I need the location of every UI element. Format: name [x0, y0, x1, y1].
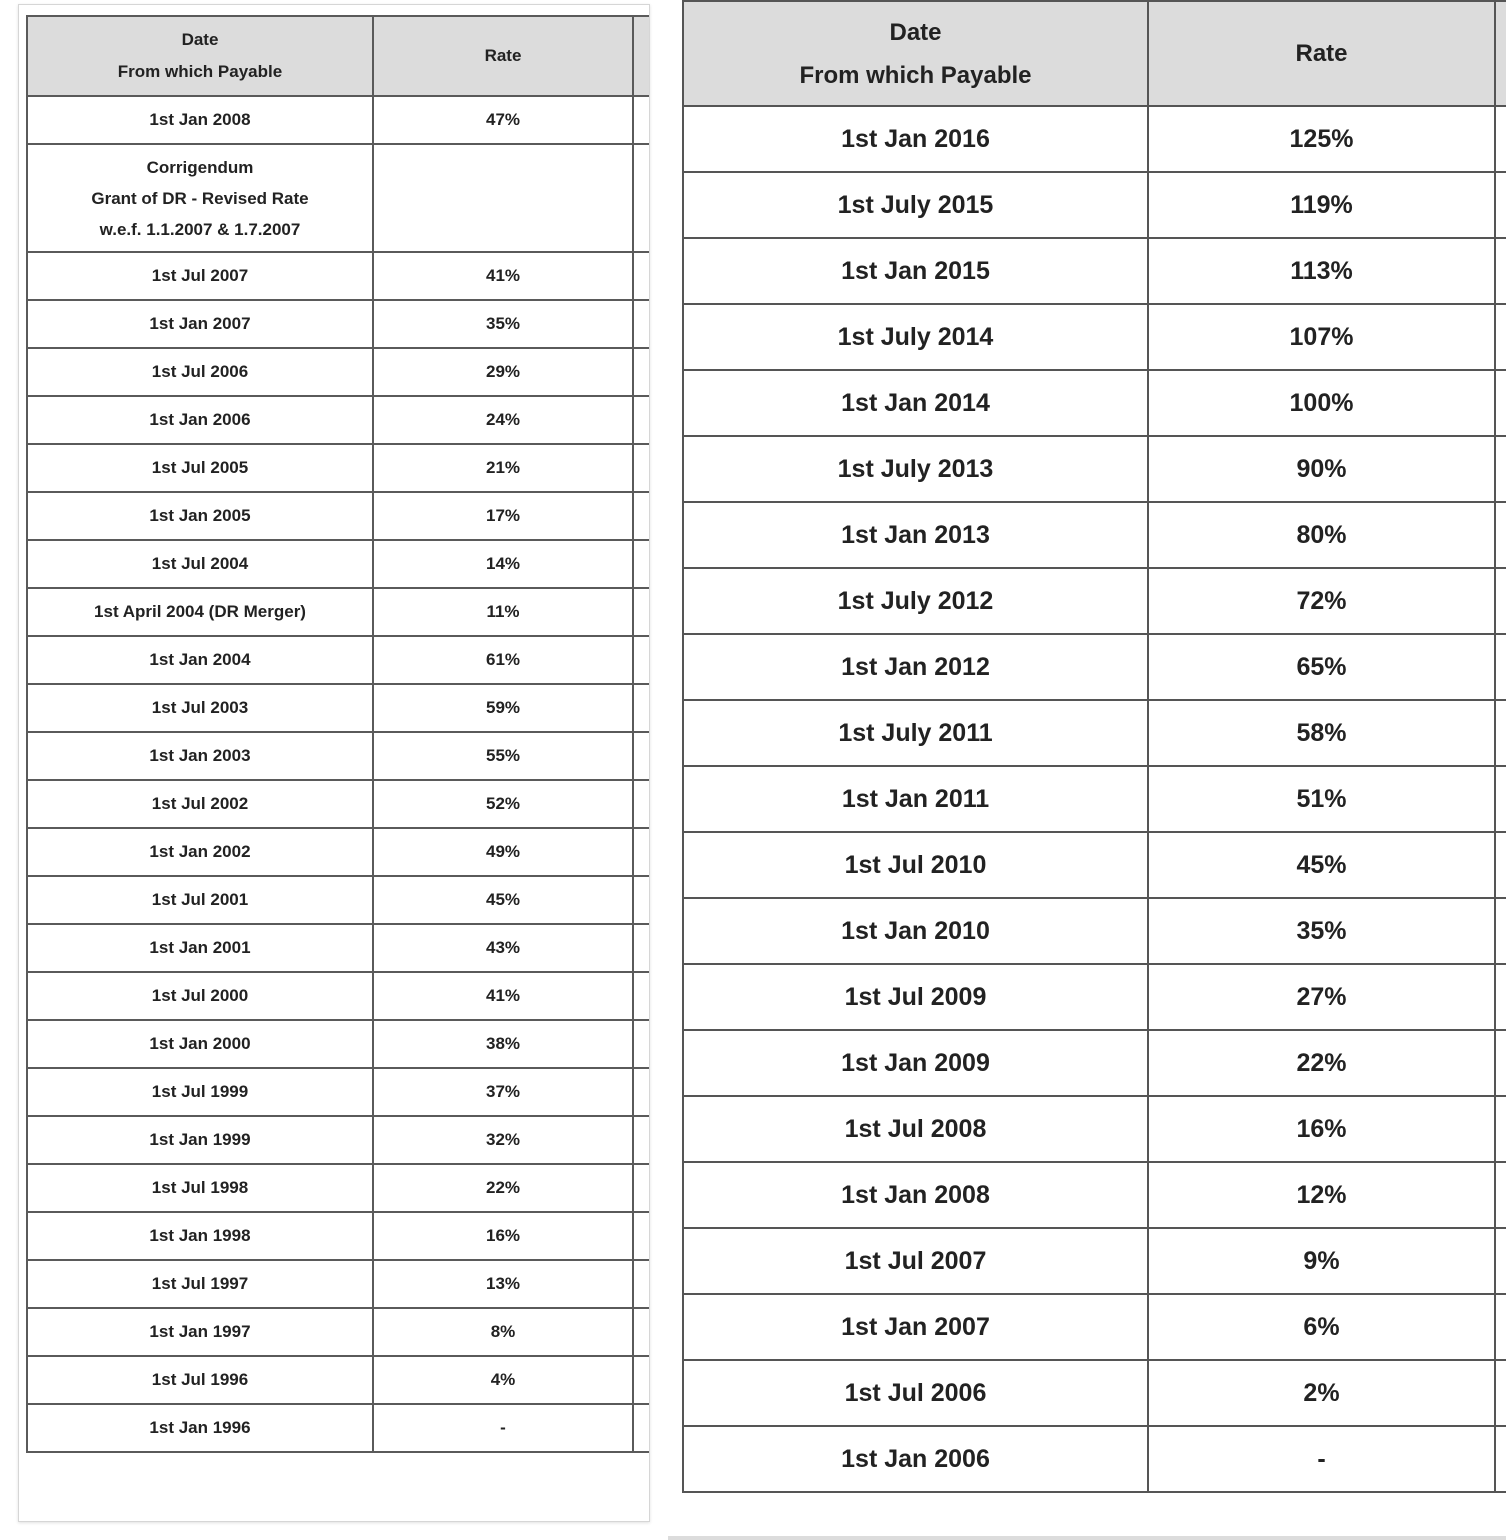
- row-rate-cell: 14%: [373, 540, 633, 588]
- table-row: [683, 568, 1506, 634]
- dr-rates-table-right: [682, 0, 1506, 1493]
- table-row: [27, 252, 650, 300]
- right-table-body: [683, 106, 1506, 1492]
- row-rate-cell: 27%: [1148, 964, 1495, 1030]
- corrigendum-line1: Corrigendum: [146, 157, 254, 177]
- row-extra-cell: [633, 924, 650, 972]
- date-header-line2: From which Payable: [799, 61, 1032, 89]
- row-rate-cell: 45%: [1148, 832, 1495, 898]
- table-row: [683, 634, 1506, 700]
- corrigendum-line3: w.e.f. 1.1.2007 & 1.7.2007: [99, 219, 301, 239]
- row-date-cell: 1st Jan 2012: [683, 634, 1148, 700]
- row-rate-cell: 65%: [1148, 634, 1495, 700]
- table-row: [683, 964, 1506, 1030]
- row-date-cell: 1st Jul 2006: [683, 1360, 1148, 1426]
- row-extra-cell: [1495, 370, 1506, 436]
- row-date-cell: 1st Jan 2005: [27, 492, 373, 540]
- row-extra-cell: [1495, 304, 1506, 370]
- row-date-cell: 1st Jan 2003: [27, 732, 373, 780]
- row-date-cell: 1st Jan 1997: [27, 1308, 373, 1356]
- row-extra-cell: [1495, 436, 1506, 502]
- table-row: [683, 700, 1506, 766]
- row-date-cell: 1st July 2011: [683, 700, 1148, 766]
- row-rate-cell: -: [373, 1404, 633, 1452]
- row-rate-cell: 38%: [373, 1020, 633, 1068]
- row-extra-cell: [1495, 964, 1506, 1030]
- table-row: [683, 832, 1506, 898]
- table-row: [683, 1096, 1506, 1162]
- row-extra-cell: [633, 96, 650, 144]
- left-table-body: [27, 96, 650, 1452]
- table-row: [683, 1294, 1506, 1360]
- table-row: [27, 1212, 650, 1260]
- dr-rates-table-left: [26, 15, 650, 1453]
- date-header-line1: Date: [889, 18, 942, 46]
- row-rate-cell: 12%: [1148, 1162, 1495, 1228]
- row-extra-cell: [1495, 502, 1506, 568]
- date-column-header: [27, 16, 373, 96]
- row-extra-cell: [633, 636, 650, 684]
- table-row: [27, 1404, 650, 1452]
- row-date-cell: 1st Jan 2015: [683, 238, 1148, 304]
- table-row: [27, 732, 650, 780]
- row-date-cell: 1st Jul 2005: [27, 444, 373, 492]
- row-date-cell: 1st Jul 2004: [27, 540, 373, 588]
- row-extra-cell: [633, 1212, 650, 1260]
- row-date-cell: 1st Jan 2008: [683, 1162, 1148, 1228]
- row-date-cell: 1st Jan 2001: [27, 924, 373, 972]
- row-rate-cell: 17%: [373, 492, 633, 540]
- row-date-cell: 1st Jan 2006: [683, 1426, 1148, 1492]
- row-rate-cell: 11%: [373, 588, 633, 636]
- row-extra-cell: [1495, 766, 1506, 832]
- row-date-cell: 1st Jan 1999: [27, 1116, 373, 1164]
- row-date-cell: 1st Jul 2007: [683, 1228, 1148, 1294]
- row-extra-cell: [1495, 1228, 1506, 1294]
- row-rate-cell: 8%: [373, 1308, 633, 1356]
- row-extra-cell: [1495, 1426, 1506, 1492]
- row-rate-cell: 61%: [373, 636, 633, 684]
- table-row: [683, 436, 1506, 502]
- row-rate-cell: 9%: [1148, 1228, 1495, 1294]
- row-date-cell: 1st Jan 2006: [27, 396, 373, 444]
- row-extra-cell: [633, 588, 650, 636]
- table-row: [683, 1360, 1506, 1426]
- row-rate-cell: 58%: [1148, 700, 1495, 766]
- row-rate-cell: 29%: [373, 348, 633, 396]
- row-extra-cell: [1495, 1360, 1506, 1426]
- row-extra-cell: [1495, 1294, 1506, 1360]
- row-rate-cell: 55%: [373, 732, 633, 780]
- row-extra-cell: [633, 780, 650, 828]
- row-extra-cell: [633, 540, 650, 588]
- row-extra-cell: [1495, 1030, 1506, 1096]
- row-extra-cell: [633, 1356, 650, 1404]
- table-row: [683, 172, 1506, 238]
- row-date-cell: 1st Jul 2010: [683, 832, 1148, 898]
- row-rate-cell: 47%: [373, 96, 633, 144]
- row-date-cell: 1st Jan 2014: [683, 370, 1148, 436]
- row-date-cell: 1st Jul 2008: [683, 1096, 1148, 1162]
- table-header-row: [683, 1, 1506, 106]
- table-row: [27, 396, 650, 444]
- row-rate-cell: 35%: [373, 300, 633, 348]
- corrigendum-rate-cell: [373, 144, 633, 252]
- extra-column-header: [633, 16, 650, 96]
- row-date-cell: 1st Jan 2010: [683, 898, 1148, 964]
- row-date-cell: 1st Jan 2011: [683, 766, 1148, 832]
- table-row: [27, 1116, 650, 1164]
- row-date-cell: 1st Jan 2007: [683, 1294, 1148, 1360]
- row-rate-cell: 16%: [1148, 1096, 1495, 1162]
- date-header-line2: From which Payable: [117, 62, 283, 81]
- row-date-cell: 1st April 2004 (DR Merger): [27, 588, 373, 636]
- row-rate-cell: 22%: [373, 1164, 633, 1212]
- left-table-panel: [18, 4, 650, 1522]
- row-extra-cell: [1495, 568, 1506, 634]
- row-rate-cell: 37%: [373, 1068, 633, 1116]
- row-date-cell: 1st Jan 1996: [27, 1404, 373, 1452]
- table-row: [683, 766, 1506, 832]
- row-date-cell: 1st Jan 1998: [27, 1212, 373, 1260]
- table-row: [27, 780, 650, 828]
- row-rate-cell: 100%: [1148, 370, 1495, 436]
- table-row: [27, 972, 650, 1020]
- row-extra-cell: [1495, 106, 1506, 172]
- table-row: [27, 1164, 650, 1212]
- table-row: [683, 502, 1506, 568]
- table-row: [27, 96, 650, 144]
- table-row: [27, 588, 650, 636]
- row-date-cell: 1st July 2013: [683, 436, 1148, 502]
- row-date-cell: 1st July 2014: [683, 304, 1148, 370]
- row-date-cell: 1st Jul 2003: [27, 684, 373, 732]
- rate-column-header: Rate: [373, 16, 633, 96]
- row-extra-cell: [1495, 832, 1506, 898]
- row-rate-cell: 6%: [1148, 1294, 1495, 1360]
- row-date-cell: 1st Jan 2008: [27, 96, 373, 144]
- row-date-cell: 1st Jul 2009: [683, 964, 1148, 1030]
- row-date-cell: 1st Jul 1998: [27, 1164, 373, 1212]
- row-extra-cell: [633, 1404, 650, 1452]
- row-extra-cell: [633, 1020, 650, 1068]
- table-row: [683, 370, 1506, 436]
- row-date-cell: 1st Jul 1996: [27, 1356, 373, 1404]
- row-date-cell: 1st Jan 2009: [683, 1030, 1148, 1096]
- row-rate-cell: 52%: [373, 780, 633, 828]
- row-rate-cell: 32%: [373, 1116, 633, 1164]
- row-rate-cell: 90%: [1148, 436, 1495, 502]
- row-date-cell: 1st July 2012: [683, 568, 1148, 634]
- row-rate-cell: 24%: [373, 396, 633, 444]
- row-rate-cell: 113%: [1148, 238, 1495, 304]
- row-extra-cell: [633, 252, 650, 300]
- row-rate-cell: 107%: [1148, 304, 1495, 370]
- right-table-panel: [668, 0, 1506, 1540]
- row-rate-cell: 22%: [1148, 1030, 1495, 1096]
- table-row: [27, 924, 650, 972]
- row-extra-cell: [633, 828, 650, 876]
- row-rate-cell: 13%: [373, 1260, 633, 1308]
- row-extra-cell: [633, 684, 650, 732]
- row-extra-cell: [633, 444, 650, 492]
- row-extra-cell: [633, 972, 650, 1020]
- row-extra-cell: [1495, 172, 1506, 238]
- table-row: [683, 106, 1506, 172]
- row-extra-cell: [633, 396, 650, 444]
- row-extra-cell: [1495, 238, 1506, 304]
- row-rate-cell: 4%: [373, 1356, 633, 1404]
- table-row: [27, 1068, 650, 1116]
- row-date-cell: 1st Jan 2007: [27, 300, 373, 348]
- row-extra-cell: [1495, 1162, 1506, 1228]
- date-column-header: [683, 1, 1148, 106]
- row-rate-cell: 16%: [373, 1212, 633, 1260]
- row-date-cell: 1st Jul 1997: [27, 1260, 373, 1308]
- table-row: [27, 540, 650, 588]
- row-rate-cell: 119%: [1148, 172, 1495, 238]
- row-date-cell: 1st Jan 2004: [27, 636, 373, 684]
- row-extra-cell: [1495, 898, 1506, 964]
- table-header-row: [27, 16, 650, 96]
- table-row: [683, 898, 1506, 964]
- row-rate-cell: 49%: [373, 828, 633, 876]
- row-extra-cell: [633, 1164, 650, 1212]
- rate-column-header: Rate: [1148, 1, 1495, 106]
- row-extra-cell: [633, 1308, 650, 1356]
- row-date-cell: 1st Jul 2001: [27, 876, 373, 924]
- row-rate-cell: 59%: [373, 684, 633, 732]
- row-extra-cell: [1495, 634, 1506, 700]
- row-date-cell: 1st Jul 2006: [27, 348, 373, 396]
- row-date-cell: 1st Jul 2002: [27, 780, 373, 828]
- row-extra-cell: [633, 732, 650, 780]
- date-header-line1: Date: [181, 30, 219, 49]
- table-row: [27, 444, 650, 492]
- corrigendum-extra-cell: [633, 144, 650, 252]
- table-row: [683, 304, 1506, 370]
- row-date-cell: 1st Jul 2000: [27, 972, 373, 1020]
- table-row: [27, 348, 650, 396]
- table-row: [683, 1030, 1506, 1096]
- row-date-cell: 1st July 2015: [683, 172, 1148, 238]
- row-date-cell: 1st Jan 2016: [683, 106, 1148, 172]
- row-rate-cell: 43%: [373, 924, 633, 972]
- row-rate-cell: 72%: [1148, 568, 1495, 634]
- row-extra-cell: [633, 1116, 650, 1164]
- row-extra-cell: [633, 300, 650, 348]
- row-extra-cell: [633, 348, 650, 396]
- table-row: [683, 1228, 1506, 1294]
- row-date-cell: 1st Jul 1999: [27, 1068, 373, 1116]
- row-date-cell: 1st Jan 2002: [27, 828, 373, 876]
- corrigendum-line2: Grant of DR - Revised Rate: [91, 188, 309, 208]
- row-date-cell: 1st Jan 2013: [683, 502, 1148, 568]
- table-row: [27, 300, 650, 348]
- row-rate-cell: 2%: [1148, 1360, 1495, 1426]
- table-row: [683, 1162, 1506, 1228]
- row-date-cell: 1st Jan 2000: [27, 1020, 373, 1068]
- table-row: [27, 876, 650, 924]
- corrigendum-note-cell: [27, 144, 373, 252]
- row-extra-cell: [633, 1260, 650, 1308]
- row-extra-cell: [1495, 1096, 1506, 1162]
- row-rate-cell: 80%: [1148, 502, 1495, 568]
- table-row: [683, 1426, 1506, 1492]
- row-rate-cell: -: [1148, 1426, 1495, 1492]
- row-extra-cell: [633, 492, 650, 540]
- row-rate-cell: 35%: [1148, 898, 1495, 964]
- extra-column-header: [1495, 1, 1506, 106]
- corrigendum-row: [27, 144, 650, 252]
- row-rate-cell: 125%: [1148, 106, 1495, 172]
- table-row: [27, 684, 650, 732]
- row-rate-cell: 51%: [1148, 766, 1495, 832]
- table-row: [27, 492, 650, 540]
- row-date-cell: 1st Jul 2007: [27, 252, 373, 300]
- row-rate-cell: 41%: [373, 252, 633, 300]
- table-row: [27, 636, 650, 684]
- table-row: [27, 828, 650, 876]
- table-row: [27, 1260, 650, 1308]
- row-extra-cell: [1495, 700, 1506, 766]
- row-extra-cell: [633, 1068, 650, 1116]
- row-extra-cell: [633, 876, 650, 924]
- table-row: [683, 238, 1506, 304]
- table-row: [27, 1356, 650, 1404]
- row-rate-cell: 45%: [373, 876, 633, 924]
- table-row: [27, 1308, 650, 1356]
- row-rate-cell: 41%: [373, 972, 633, 1020]
- row-rate-cell: 21%: [373, 444, 633, 492]
- table-row: [27, 1020, 650, 1068]
